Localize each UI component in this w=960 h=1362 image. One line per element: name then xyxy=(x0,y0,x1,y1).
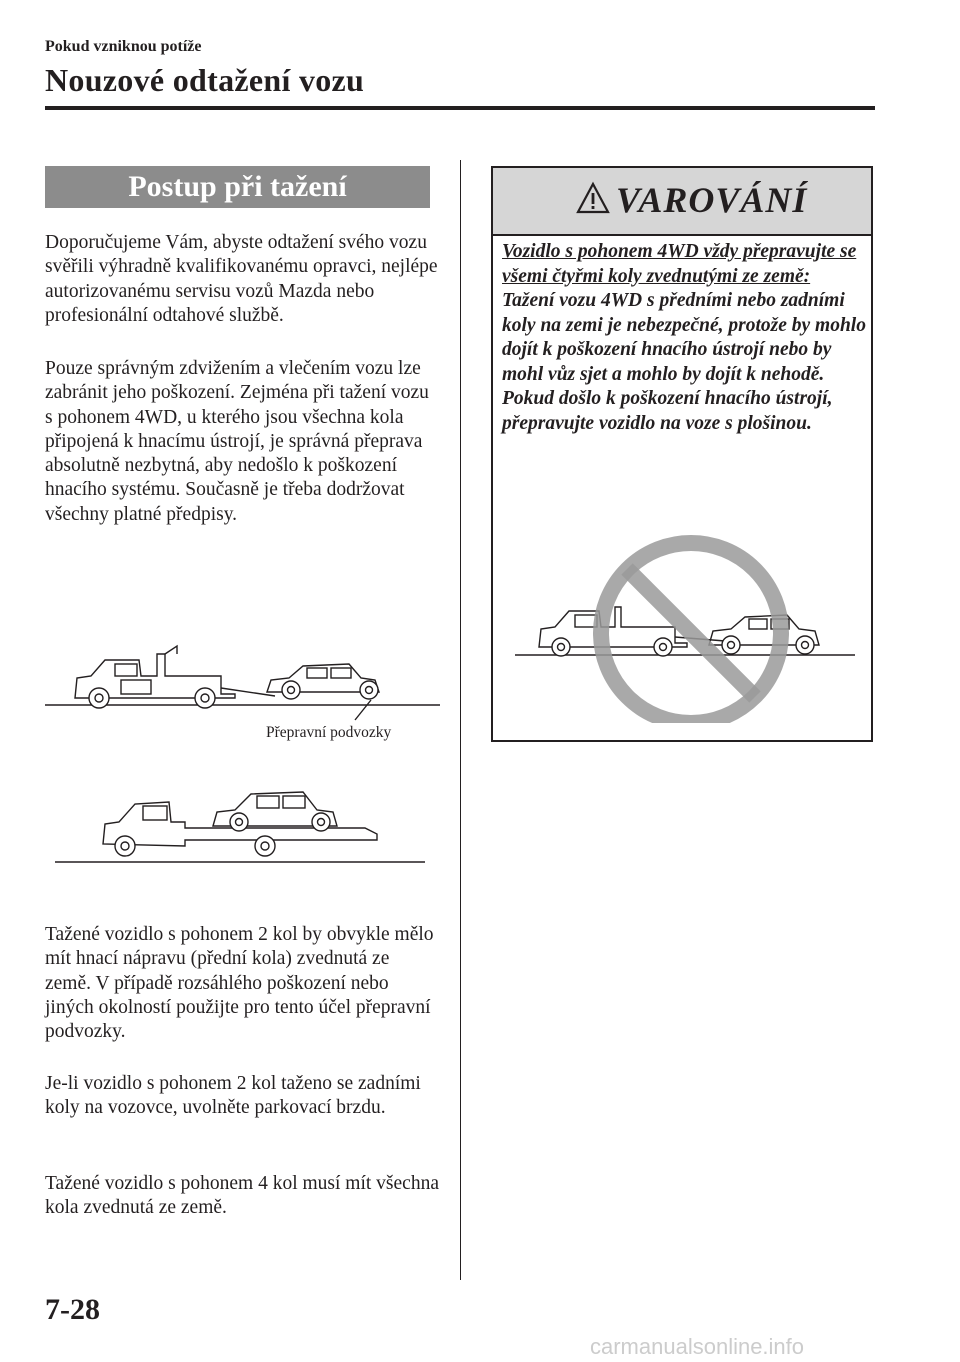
warning-lead: Vozidlo s pohonem 4WD vždy přepravujte se všemi čtyřmi koly zvednutými ze země: xyxy=(502,241,857,287)
warning-header xyxy=(493,168,871,236)
warning-text xyxy=(502,240,867,436)
paragraph-4wd-wheels: Tažené vozidlo s pohonem 4 kol musí mít všechna kola zvednutá ze země. xyxy=(45,1173,439,1219)
warning-title: VAROVÁNÍ xyxy=(616,180,808,220)
paragraph-intro: Doporučujeme Vám, abyste odtažení svého vozu svěřili výhradně kvalifikovanému opravci, nejlépe autorizovanému servisu vozů Mazda nebo profesionální odtahové službě. xyxy=(45,232,438,326)
warning-triangle-icon xyxy=(576,181,610,215)
watermark: carmanualsonline.info xyxy=(590,1334,805,1359)
prohibited-towing-illustration xyxy=(515,523,855,723)
warning-body: Tažení vozu 4WD s předními nebo zadními koly na zemi je nebezpečné, protože by mohlo dojít k poškození hnacího ústrojí nebo by mohl vůz sjet a mohlo by dojít k nehodě. Pokud došlo k poškození hnacího ústrojí, přepravujte vozidlo na voze s plošinou. xyxy=(502,290,866,434)
figure-label-dollies: Přepravní podvozky xyxy=(266,724,392,741)
title-rule xyxy=(45,106,875,110)
flatbed-truck-illustration xyxy=(45,770,440,870)
paragraph-towing-4wd: Pouze správným zdvižením a vlečením vozu lze zabránit jeho poškození. Zejména při tažení vozu s pohonem 4WD, u kterého jsou všechna kola připojená k hnacímu ústrojí, je správná přeprava absolutně nezbytná, aby nedošlo k poškození hnacího systému. Současně je třeba dodržovat všechny platné předpisy. xyxy=(45,358,429,525)
paragraph-2wd-towing: Tažené vozidlo s pohonem 2 kol by obvykle mělo mít hnací nápravu (přední kola) zvednutá ze země. V případě rozsáhlého poškození nebo jiných okolností použijte pro tento účel přepravní podvozky. xyxy=(45,924,434,1043)
breadcrumb: Pokud vzniknou potíže xyxy=(45,38,202,55)
warning-box xyxy=(491,166,873,742)
paragraph-parking-brake: Je-li vozidlo s pohonem 2 kol taženo se zadními koly na vozovce, uvolněte parkovací brzdu. xyxy=(45,1073,421,1119)
section-heading: Postup při tažení xyxy=(45,166,430,208)
page-number: 7-28 xyxy=(45,1293,100,1326)
column-divider xyxy=(460,160,461,1280)
prohibited-sign-icon xyxy=(601,543,781,723)
page-title: Nouzové odtažení vozu xyxy=(45,62,365,98)
